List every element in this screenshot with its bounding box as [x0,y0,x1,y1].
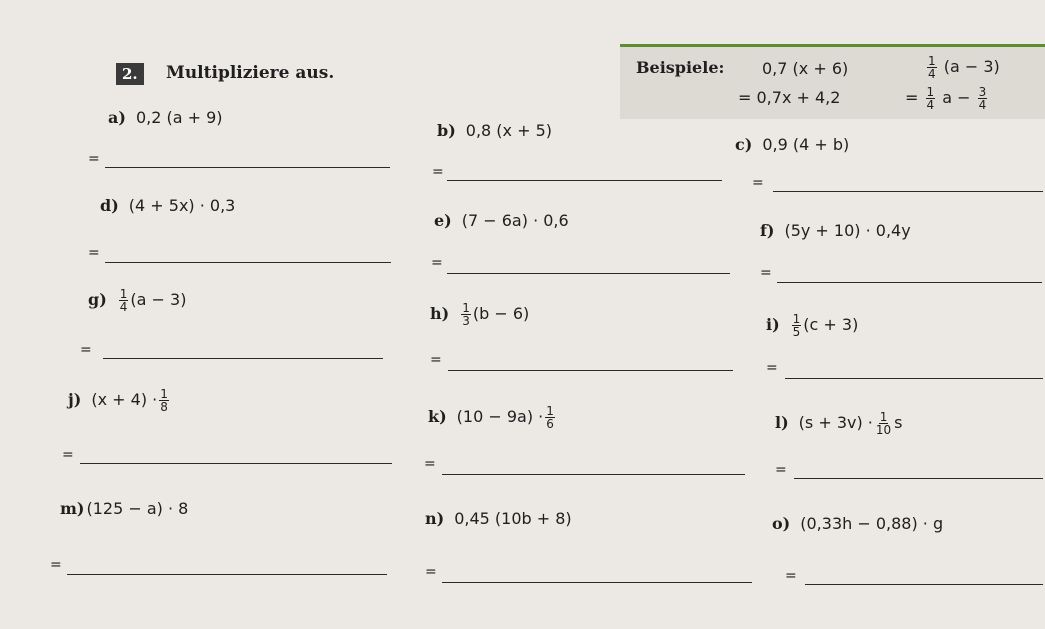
exercise-b: b) 0,8 (x + 5) [437,121,553,140]
equals-sign: = [766,360,778,376]
answer-line-g[interactable] [103,358,383,359]
answer-line-n[interactable] [442,582,752,583]
exercise-f: f) (5y + 10) · 0,4y [760,221,911,240]
exercise-e: e) (7 − 6a) · 0,6 [434,211,569,230]
equals-sign: = [430,352,442,368]
answer-line-l[interactable] [794,478,1043,479]
example-title: Beispiele: [636,58,725,77]
exercise-l: l) (s + 3v) · $\frac{1}{10}$ s [775,410,903,437]
fraction: $\frac{3}{4}$ [978,85,987,112]
example-1-expression: 0,7 (x + 6) [762,59,849,78]
equals-sign: = [424,456,436,472]
answer-line-a[interactable] [105,167,390,168]
equals-sign: = [425,564,437,580]
equals-sign: = [432,164,444,180]
exercise-g: g) $\frac{1}{4}$ (a − 3) [88,287,187,314]
exercise-k: k) (10 − 9a) · $\frac{1}{6}$ [428,404,554,431]
equals-sign: = [50,557,62,573]
answer-line-i[interactable] [785,378,1043,379]
exercise-h: h) $\frac{1}{3}$ (b − 6) [430,301,530,328]
fraction: $\frac{1}{10}$ [875,410,892,437]
answer-line-c[interactable] [773,191,1043,192]
fraction: $\frac{1}{5}$ [792,312,801,339]
equals-sign: = [752,175,764,191]
example-2-result: = $\frac{1}{4}$ a − $\frac{3}{4}$ [905,85,987,112]
equals-sign: = [785,568,797,584]
fraction: $\frac{1}{8}$ [160,387,168,414]
exercise-a: a) 0,2 (a + 9) [108,108,223,127]
answer-line-b[interactable] [447,180,722,181]
answer-line-j[interactable] [80,463,392,464]
exercise-j: j) (x + 4) · $\frac{1}{8}$ [68,387,168,414]
exercise-m: m) (125 − a) · 8 [60,499,189,518]
fraction: $\frac{1}{4}$ [119,287,128,314]
fraction: $\frac{1}{3}$ [462,301,470,328]
task-number: 2. [116,63,144,85]
exercise-d: d) (4 + 5x) · 0,3 [100,196,236,215]
exercise-i: i) $\frac{1}{5}$ (c + 3) [766,312,859,339]
answer-line-o[interactable] [805,584,1043,585]
equals-sign: = [760,265,772,281]
task-title: Multipliziere aus. [166,63,335,83]
equals-sign: = [62,447,74,463]
equals-sign: = [80,342,92,358]
example-1-result: = 0,7x + 4,2 [738,88,841,107]
equals-sign: = [431,255,443,271]
answer-line-m[interactable] [67,574,387,575]
exercise-c: c) 0,9 (4 + b) [735,135,850,154]
answer-line-d[interactable] [105,262,391,263]
fraction: $\frac{1}{4}$ [926,85,935,112]
answer-line-f[interactable] [777,282,1042,283]
answer-line-k[interactable] [442,474,745,475]
equals-sign: = [88,245,100,261]
exercise-n: n) 0,45 (10b + 8) [425,509,572,528]
equals-sign: = [88,151,100,167]
fraction: $\frac{1}{6}$ [546,404,554,431]
exercise-o: o) (0,33h − 0,88) · g [772,514,944,533]
answer-line-h[interactable] [448,370,733,371]
equals-sign: = [775,462,787,478]
example-2-expression: $\frac{1}{4}$ (a − 3) [928,54,1000,81]
answer-line-e[interactable] [447,273,730,274]
fraction: $\frac{1}{4}$ [928,54,936,81]
